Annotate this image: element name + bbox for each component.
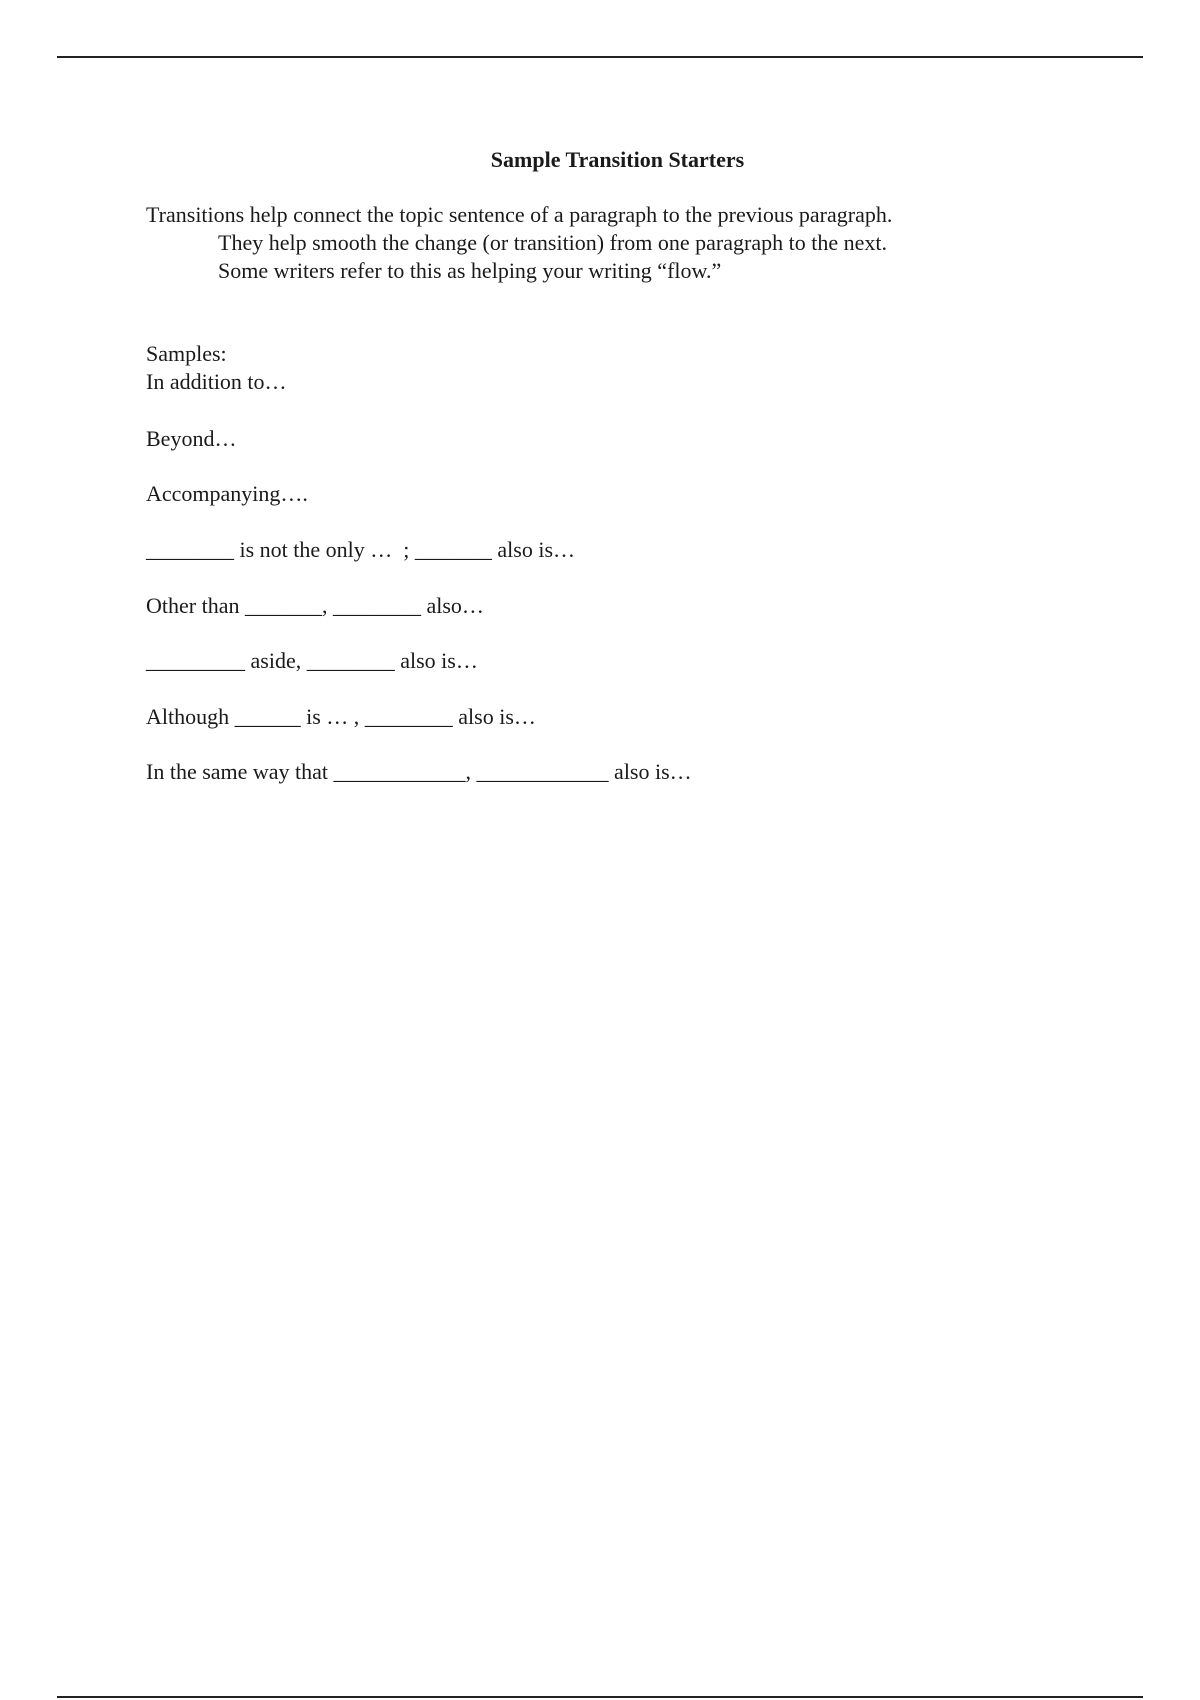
sample-item: _________ aside, ________ also is… [146,648,478,673]
intro-line: Some writers refer to this as helping your writing “flow.” [218,258,722,283]
sample-item: ________ is not the only … ; _______ also is… [146,537,575,562]
sample-item: Accompanying…. [146,481,308,506]
samples-label: Samples: [146,341,227,366]
intro-line: Transitions help connect the topic sentence of a paragraph to the previous paragraph. [146,202,893,227]
intro-line: They help smooth the change (or transition) from one paragraph to the next. [218,230,887,255]
sample-item: In the same way that ____________, ____________ also is… [146,759,692,784]
sample-item: Other than _______, ________ also… [146,593,484,618]
footer-rule [57,1696,1143,1698]
document-title: Sample Transition Starters [490,147,745,172]
intro-paragraph [146,201,892,285]
sample-item: Although ______ is … , ________ also is… [146,704,536,729]
sample-item: In addition to… [146,369,287,394]
header-rule [57,56,1143,58]
sample-item: Beyond… [146,426,237,451]
